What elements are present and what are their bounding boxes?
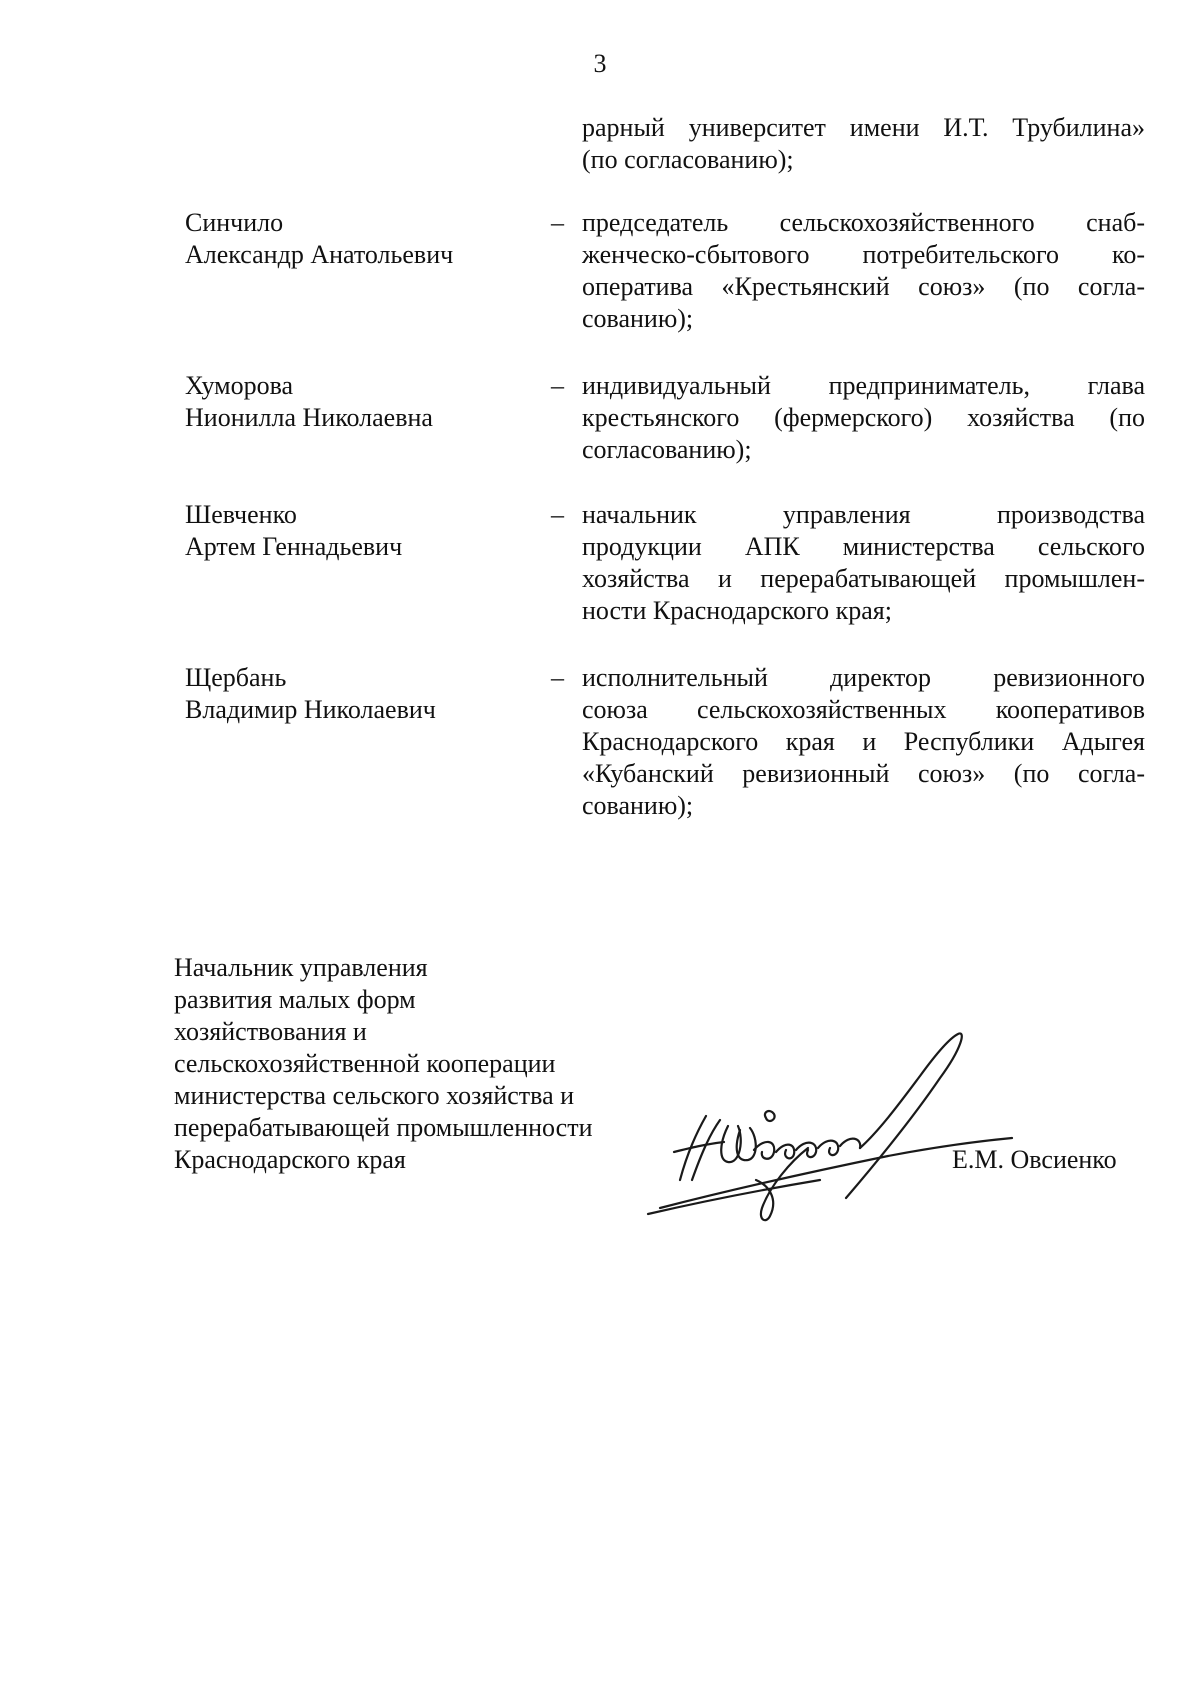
signer-title-line: сельскохозяйственной кооперации	[174, 1049, 556, 1078]
member-surname: Щербань	[185, 663, 287, 692]
member-position-line: сованию);	[582, 304, 694, 333]
member-dash: –	[551, 208, 564, 237]
member-surname: Синчило	[185, 208, 284, 237]
member-position-line: исполнительный директор ревизионного	[582, 663, 1145, 692]
member-surname: Хуморова	[185, 371, 294, 400]
continuation-line: рарный университет имени И.Т. Трубилина»	[582, 113, 1145, 142]
signer-title-line: Краснодарского края	[174, 1145, 406, 1174]
member-given-names: Артем Геннадьевич	[185, 532, 403, 561]
page-number: 3	[593, 49, 607, 78]
member-position-line: индивидуальный предприниматель, глава	[582, 371, 1145, 400]
member-position-line: начальник управления производства	[582, 500, 1145, 529]
member-position-line: «Кубанский ревизионный союз» (по согла-	[582, 759, 1145, 788]
member-surname: Шевченко	[185, 500, 297, 529]
signer-title-line: министерства сельского хозяйства и	[174, 1081, 575, 1110]
signer-title-line: хозяйствования и	[174, 1017, 367, 1046]
member-dash: –	[551, 663, 564, 692]
handwritten-signature	[640, 1030, 1040, 1230]
member-given-names: Владимир Николаевич	[185, 695, 436, 724]
member-position-line: сованию);	[582, 791, 694, 820]
member-given-names: Александр Анатольевич	[185, 240, 454, 269]
continuation-line: (по согласованию);	[582, 145, 794, 174]
signer-title-line: перерабатывающей промышленности	[174, 1113, 593, 1142]
member-position-line: крестьянского (фермерского) хозяйства (по	[582, 403, 1145, 432]
member-position-line: оператива «Крестьянский союз» (по согла-	[582, 272, 1145, 301]
signer-title-line: развития малых форм	[174, 985, 416, 1014]
signer-name: Е.М. Овсиенко	[952, 1145, 1117, 1174]
member-dash: –	[551, 371, 564, 400]
member-position-line: Краснодарского края и Республики Адыгея	[582, 727, 1145, 756]
member-position-line: женческо-сбытового потребительского ко-	[582, 240, 1145, 269]
member-position-line: продукции АПК министерства сельского	[582, 532, 1145, 561]
signer-title-line: Начальник управления	[174, 953, 428, 982]
member-position-line: ности Краснодарского края;	[582, 596, 892, 625]
member-position-line: союза сельскохозяйственных кооперативов	[582, 695, 1145, 724]
member-position-line: согласованию);	[582, 435, 752, 464]
member-position-line: хозяйства и перерабатывающей промышлен-	[582, 564, 1145, 593]
member-dash: –	[551, 500, 564, 529]
member-position-line: председатель сельскохозяйственного снаб-	[582, 208, 1145, 237]
member-given-names: Нионилла Николаевна	[185, 403, 433, 432]
